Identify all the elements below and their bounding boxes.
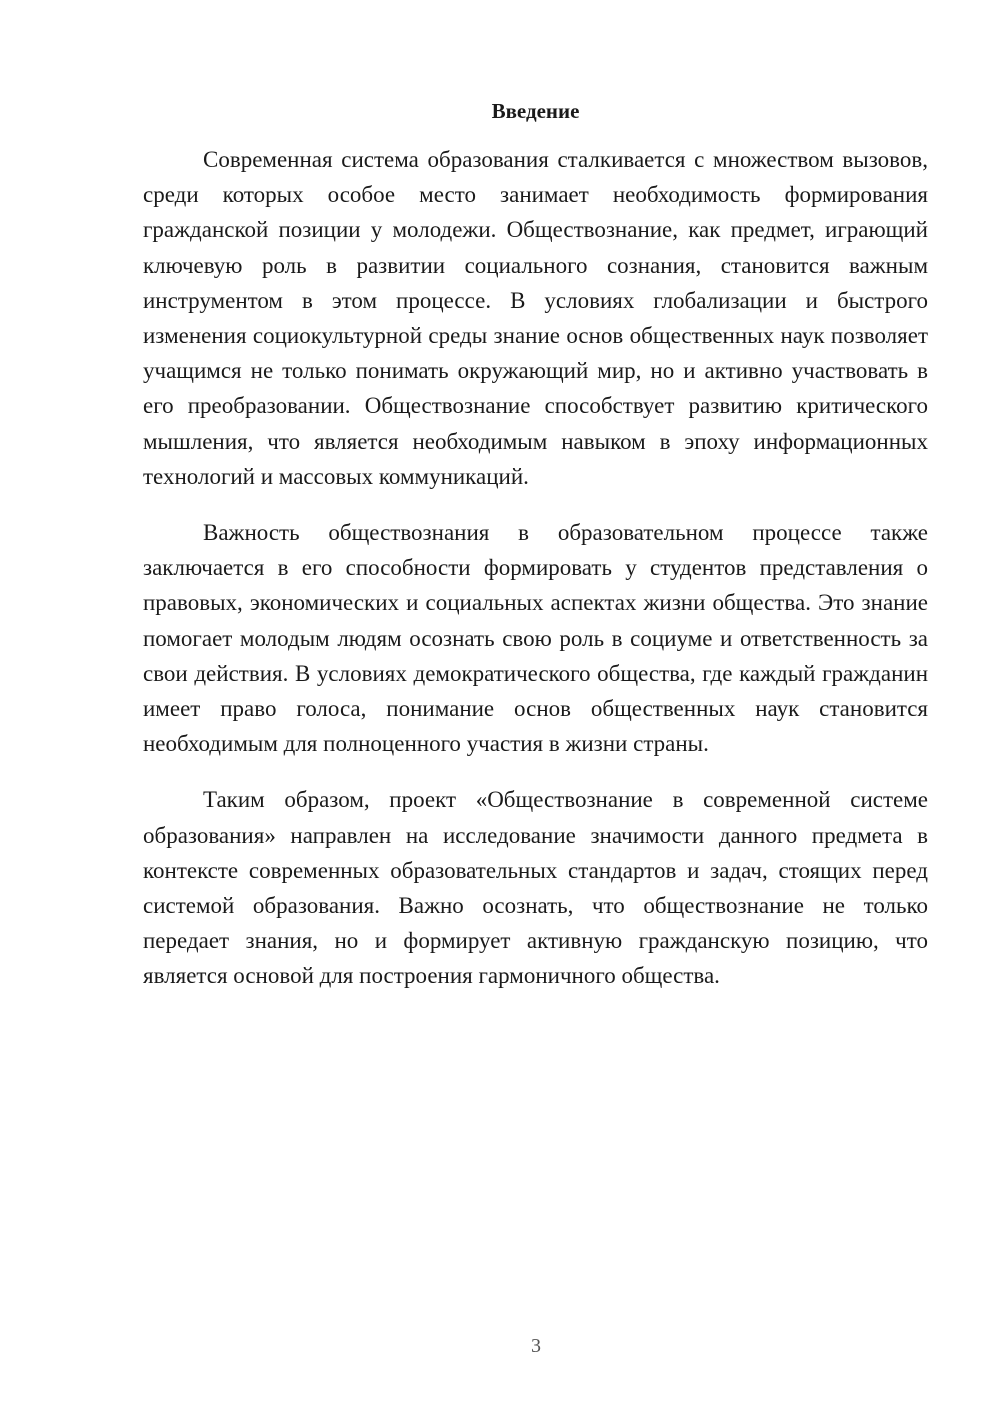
paragraph-1: Современная система образования сталкивается с множеством вызовов, среди которых особое место занимает необходимость формирования гражданской позиции у молодежи. Обществознание, как предмет, играющий ключевую роль в развитии социального сознания, становится важным инструментом в этом процессе. В условиях глобализации и быстрого изменения социокультурной среды знание основ общественных наук позволяет учащимся не только понимать окружающий мир, но и активно участвовать в его преобразовании. Обществознание способствует развитию критического мышления, что является необходимым навыком в эпоху информационных технологий и массовых коммуникаций. <box>143 147 928 489</box>
page-number: 3 <box>531 1335 541 1357</box>
section-heading: Введение <box>491 99 580 123</box>
body-text <box>143 142 928 994</box>
paragraph-2: Важность обществознания в образовательном процессе также заключается в его способности формировать у студентов представления о правовых, экономических и социальных аспектах жизни общества. Это знание помогает молодым людям осознать свою роль в социуме и ответственность за свои действия. В условиях демократического общества, где каждый гражданин имеет право голоса, понимание основ общественных наук становится необходимым для полноценного участия в жизни страны. <box>143 520 928 757</box>
paragraph-3: Таким образом, проект «Обществознание в современной системе образования» направлен на исследование значимости данного предмета в контексте современных образовательных стандартов и задач, стоящих перед системой образования. Важно осознать, что обществознание не только передает знания, но и формирует активную гражданскую позицию, что является основой для построения гармоничного общества. <box>143 787 928 989</box>
